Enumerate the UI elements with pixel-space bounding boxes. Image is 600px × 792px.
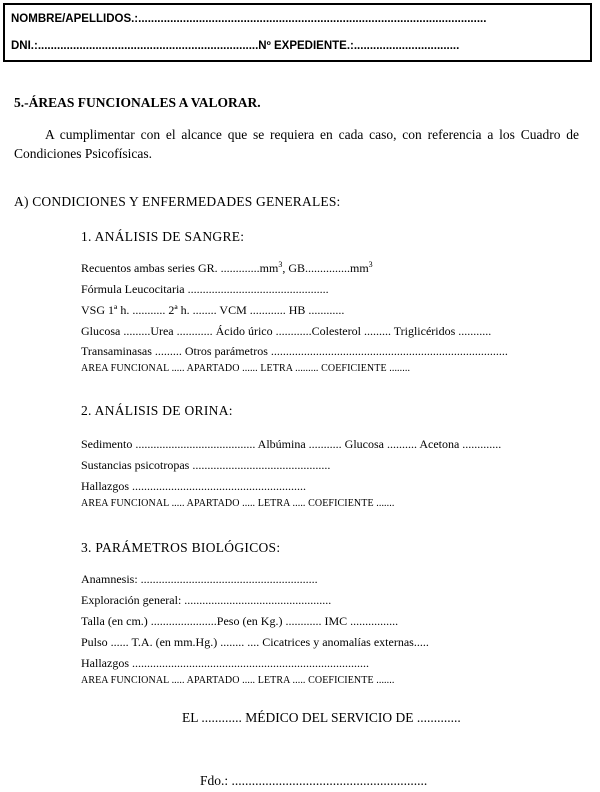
talla-row[interactable]: Talla (en cm.) ......................Peso (en Kg.) ............ IMC ................ — [81, 614, 399, 628]
recuentos-text-2: , GB...............mm — [282, 261, 369, 275]
exploracion-row[interactable]: Exploración general: ................................................. — [81, 593, 332, 607]
recuentos-exp-2: 3 — [368, 260, 373, 269]
medico-line[interactable]: EL ............ MÉDICO DEL SERVICIO DE ............. — [182, 710, 461, 725]
biologicos-area-row[interactable]: AREA FUNCIONAL ..... APARTADO ..... LETRA ..... COEFICIENTE ....... — [81, 675, 395, 686]
recuentos-exp-1: 3 — [278, 260, 283, 269]
biologicos-hallazgos-row[interactable]: Hallazgos ............................................................................... — [81, 656, 369, 670]
transaminasas-row[interactable]: Transaminasas ......... Otros parámetros ............................................................................... — [81, 344, 508, 358]
name-field[interactable]: NOMBRE/APELLIDOS.:............................................................................................................. — [11, 13, 487, 25]
anamnesis-row[interactable]: Anamnesis: ........................................................... — [81, 572, 318, 586]
biologicos-title: 3. PARÁMETROS BIOLÓGICOS: — [81, 540, 281, 555]
recuentos-row[interactable] — [81, 260, 373, 276]
subsection-a-title: A) CONDICIONES Y ENFERMEDADES GENERALES: — [14, 194, 341, 209]
identification-box — [3, 3, 592, 62]
signature-line[interactable]: Fdo.: .......................................................... — [200, 773, 428, 788]
sangre-title: 1. ANÁLISIS DE SANGRE: — [81, 229, 245, 244]
sedimento-row[interactable]: Sedimento ........................................ Albúmina ........... Glucosa .......... Acetona ............. — [81, 437, 502, 451]
formula-row[interactable]: Fórmula Leucocitaria ............................................... — [81, 282, 329, 296]
pulso-row[interactable]: Pulso ...... T.A. (en mm.Hg.) ........ .... Cicatrices y anomalías externas..... — [81, 635, 429, 649]
dni-expediente-field[interactable]: DNI.:.....................................................................Nº EXPEDIENTE.:................................. — [11, 40, 460, 52]
orina-area-row[interactable]: AREA FUNCIONAL ..... APARTADO ..... LETRA ..... COEFICIENTE ....... — [81, 498, 395, 509]
recuentos-text: Recuentos ambas series GR. .............mm — [81, 261, 279, 275]
orina-title: 2. ANÁLISIS DE ORINA: — [81, 403, 233, 418]
vsg-row[interactable]: VSG 1ª h. ........... 2ª h. ........ VCM ............ HB ............ — [81, 303, 345, 317]
glucosa-row[interactable]: Glucosa .........Urea ............ Ácido úrico ............Colesterol ......... Triglicéridos ........... — [81, 324, 492, 338]
sangre-area-row[interactable]: AREA FUNCIONAL ..... APARTADO ...... LETRA ......... COEFICIENTE ........ — [81, 363, 411, 374]
sustancias-row[interactable]: Sustancias psicotropas .............................................. — [81, 458, 331, 472]
section-intro: A cumplimentar con el alcance que se requiera en cada caso, con referencia a los Cuadro de Condiciones Psicofísicas. — [14, 127, 579, 161]
section-title: 5.-ÁREAS FUNCIONALES A VALORAR. — [14, 95, 261, 110]
orina-hallazgos-row[interactable]: Hallazgos .......................................................... — [81, 479, 306, 493]
